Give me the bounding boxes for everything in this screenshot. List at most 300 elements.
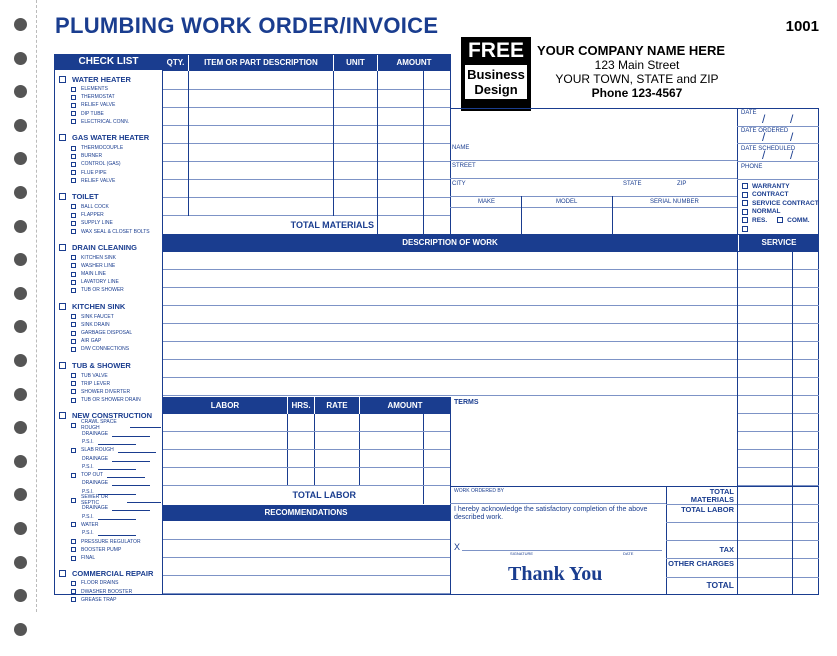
terms-label: TERMS	[454, 399, 479, 406]
service-row-line	[738, 431, 819, 432]
checkbox[interactable]	[742, 209, 748, 215]
materials-row-line	[163, 89, 450, 90]
checkbox[interactable]	[71, 146, 76, 151]
labor-row-line	[163, 431, 450, 432]
service-type-label: CONTRACT	[752, 191, 789, 199]
tax-label: TAX	[719, 545, 734, 554]
checkbox[interactable]	[71, 331, 76, 336]
section-label: TUB & SHOWER	[72, 361, 131, 370]
checklist-item	[59, 454, 161, 462]
checklist-item	[59, 372, 161, 380]
logo-business: Business	[467, 67, 525, 82]
invoice-number: 1001	[785, 18, 819, 35]
item-label: SINK FAUCET	[81, 313, 114, 320]
punch-hole	[14, 455, 27, 468]
punch-hole	[14, 220, 27, 233]
checkbox[interactable]	[71, 322, 76, 327]
labor-row-line	[163, 467, 450, 468]
item-label: SLAB ROUGH	[81, 447, 114, 454]
punch-hole	[14, 85, 27, 98]
checklist-item	[59, 321, 161, 329]
acknowledgement-text: I hereby acknowledge the satisfactory completion of the above described work.	[454, 506, 648, 521]
checklist-item	[59, 396, 161, 404]
checklist-item	[59, 270, 161, 278]
phone-line	[737, 179, 819, 180]
name-label: NAME	[452, 145, 470, 151]
checklist-item	[59, 160, 161, 168]
checkbox[interactable]	[71, 398, 76, 403]
item-label: TUB OR SHOWER	[81, 287, 124, 294]
service-type-row	[742, 191, 820, 200]
recommendation-line	[163, 557, 450, 558]
perforation-line	[36, 0, 37, 612]
checkbox[interactable]	[59, 303, 66, 310]
company-info	[537, 43, 737, 100]
checkbox[interactable]	[71, 204, 76, 209]
checkbox[interactable]	[742, 183, 748, 189]
checklist-item	[59, 438, 161, 446]
checklist-item	[59, 101, 161, 109]
checkbox[interactable]	[71, 448, 76, 453]
item-label: RELIEF VALVE	[81, 177, 116, 184]
checklist-item	[59, 513, 161, 521]
fill-line	[98, 439, 136, 445]
recommendation-line	[163, 539, 450, 540]
total-labor-label: TOTAL LABOR	[292, 490, 356, 500]
rate-col-line	[359, 414, 360, 486]
service-cents-line	[792, 251, 793, 486]
checkbox[interactable]	[71, 498, 76, 503]
service-type-row	[742, 182, 820, 191]
checkbox[interactable]	[71, 229, 76, 234]
item-label: WAX SEAL & CLOSET BOLTS	[81, 228, 150, 235]
checklist-item	[59, 219, 161, 227]
service-type-label: WARRANTY	[752, 182, 790, 190]
checklist-item	[59, 521, 161, 529]
totals-cents-line	[792, 486, 793, 595]
checklist-item	[59, 169, 161, 177]
checklist-item	[59, 596, 161, 604]
checkbox[interactable]	[71, 347, 76, 352]
checklist-item	[59, 471, 161, 479]
checkbox[interactable]	[71, 522, 76, 527]
item-label: RELIEF VALVE	[81, 102, 116, 109]
page-title: PLUMBING WORK ORDER/INVOICE	[55, 13, 439, 38]
section-label: NEW CONSTRUCTION	[72, 410, 152, 420]
checklist-item	[59, 85, 161, 93]
checklist-section	[59, 191, 161, 203]
materials-table	[162, 54, 451, 235]
item-label: FLOOR DRAINS	[81, 580, 119, 587]
work-row-line	[163, 395, 819, 396]
checklist-item	[59, 419, 161, 432]
section-label: WATER HEATER	[72, 74, 131, 84]
item-label: SUPPLY LINE	[81, 220, 113, 227]
logo-design: Design	[474, 82, 518, 97]
punch-hole	[14, 253, 27, 266]
checklist-section	[59, 132, 161, 144]
state-label: STATE	[623, 181, 642, 187]
service-type-label: SERVICE CONTRACT	[752, 199, 819, 207]
checkbox[interactable]	[71, 556, 76, 561]
item-label: ELEMENTS	[81, 86, 108, 93]
checkbox[interactable]	[742, 226, 748, 232]
item-label: FLAPPER	[81, 212, 104, 219]
item-label: THERMOCOUPLE	[81, 145, 124, 152]
date-scheduled-line	[737, 161, 819, 162]
checklist-item	[59, 546, 161, 554]
item-label: ELECTRICAL CONN.	[81, 118, 130, 125]
make-label: MAKE	[478, 199, 496, 205]
checkbox[interactable]	[71, 154, 76, 159]
work-ordered-by-label: WORK ORDERED BY	[454, 488, 505, 494]
section-label: COMMERCIAL REPAIR	[72, 568, 154, 578]
rate-header: RATE	[315, 397, 359, 414]
punch-hole	[14, 320, 27, 333]
item-label: P.S.I.	[82, 438, 94, 445]
checklist-item	[59, 93, 161, 101]
totals-value-line	[737, 486, 738, 595]
signature-date-label: DATE	[623, 551, 634, 556]
item-label: SHOWER DIVERTER	[81, 388, 131, 395]
checklist-item	[59, 118, 161, 126]
service-type-label: NORMAL	[752, 208, 781, 216]
company-phone: Phone 123-4567	[591, 86, 683, 100]
checkbox[interactable]	[71, 213, 76, 218]
checkbox[interactable]	[71, 339, 76, 344]
checklist-section	[59, 242, 161, 254]
company-street: 123 Main Street	[594, 58, 680, 72]
punch-hole	[14, 488, 27, 501]
checklist-item	[59, 587, 161, 595]
service-type-label: RES.	[752, 216, 768, 224]
item-label: P.S.I.	[82, 513, 94, 520]
service-type-label: COMM.	[787, 216, 810, 224]
checklist-section	[59, 73, 161, 85]
serial-label: SERIAL NUMBER	[650, 199, 699, 205]
item-label: SEWER OR SEPTIC	[81, 494, 109, 507]
checklist-item	[59, 262, 161, 270]
model-divider	[612, 196, 613, 235]
checkbox[interactable]	[59, 134, 66, 141]
item-label: MAIN LINE	[81, 271, 107, 278]
checkbox[interactable]	[71, 389, 76, 394]
checkbox[interactable]	[59, 570, 66, 577]
item-label: DRAINAGE	[82, 455, 109, 462]
punch-hole	[14, 119, 27, 132]
checklist-item	[59, 211, 161, 219]
checklist-item	[59, 286, 161, 294]
work-row-line	[163, 287, 819, 288]
checklist-item	[59, 227, 161, 235]
item-label: FINAL	[81, 555, 96, 562]
checklist-item	[59, 337, 161, 345]
checkbox[interactable]	[71, 597, 76, 602]
item-label: WATER	[81, 521, 99, 528]
work-row-line	[163, 377, 819, 378]
checkbox[interactable]	[59, 412, 66, 419]
fill-line	[98, 464, 136, 470]
signature-label: SIGNATURE	[510, 551, 534, 556]
fill-line	[112, 505, 150, 511]
totals-line-2	[666, 522, 819, 523]
checklist-item	[59, 254, 161, 262]
checkbox[interactable]	[71, 221, 76, 226]
checkbox[interactable]	[71, 170, 76, 175]
desc-col-line	[333, 71, 334, 216]
company-city: YOUR TOWN, STATE and ZIP	[555, 72, 719, 86]
checkbox[interactable]	[71, 255, 76, 260]
labor-right-border	[450, 397, 451, 595]
labor-col-line	[287, 414, 288, 486]
logo-free: FREE	[467, 39, 524, 62]
item-label: GREASE TRAP	[81, 596, 117, 603]
signature-x: X	[454, 542, 461, 552]
service-type-row	[742, 225, 820, 234]
checkbox[interactable]	[71, 280, 76, 285]
section-label: GAS WATER HEATER	[72, 133, 150, 143]
item-label: KITCHEN SINK	[81, 254, 117, 261]
checkbox[interactable]	[71, 272, 76, 277]
phone-label: PHONE	[741, 164, 763, 170]
recommendation-line	[163, 575, 450, 576]
item-label: TOP OUT	[81, 472, 104, 479]
checkbox[interactable]	[71, 162, 76, 167]
work-area	[162, 251, 819, 595]
checklist-item	[59, 144, 161, 152]
checkbox[interactable]	[59, 193, 66, 200]
checkbox[interactable]	[71, 87, 76, 92]
terms-bottom	[450, 486, 819, 487]
punch-hole	[14, 354, 27, 367]
item-label: BOOSTER PUMP	[81, 546, 122, 553]
item-label: SINK DRAIN	[81, 321, 110, 328]
item-label: DRAINAGE	[82, 430, 109, 437]
service-col-line	[737, 251, 738, 486]
punch-hole	[14, 287, 27, 300]
section-label: KITCHEN SINK	[72, 302, 126, 312]
fill-line	[98, 514, 136, 520]
punch-hole	[14, 152, 27, 165]
checkbox[interactable]	[71, 288, 76, 293]
checkbox[interactable]	[777, 217, 783, 223]
checkbox[interactable]	[71, 381, 76, 386]
checklist-item	[59, 537, 161, 545]
checkbox[interactable]	[71, 95, 76, 100]
total-materials-label: TOTAL MATERIALS	[290, 220, 374, 230]
totals-line-3	[666, 540, 819, 541]
checklist-item	[59, 203, 161, 211]
section-label: DRAIN CLEANING	[72, 243, 137, 253]
checklist-item	[59, 380, 161, 388]
service-type-row	[742, 216, 820, 225]
checkbox[interactable]	[71, 178, 76, 183]
checkbox[interactable]	[742, 200, 748, 206]
fill-line	[107, 472, 145, 478]
item-label: TUB OR SHOWER DRAIN	[81, 397, 141, 404]
checklist-item	[59, 388, 161, 396]
item-label: FLUE PIPE	[81, 169, 107, 176]
street-line	[450, 178, 737, 179]
totals-materials-label: TOTAL MATERIALS	[690, 487, 734, 504]
service-header: SERVICE	[739, 235, 819, 251]
total-label: TOTAL	[706, 580, 734, 590]
labor-amount-header: AMOUNT	[360, 397, 450, 414]
fill-line	[118, 447, 156, 453]
item-label: BALL COCK	[81, 203, 109, 210]
checkbox[interactable]	[71, 539, 76, 544]
checklist-item	[59, 345, 161, 353]
recommendation-line	[163, 593, 450, 594]
materials-row-line	[163, 143, 450, 144]
punch-holes	[14, 18, 28, 656]
materials-row-line	[163, 161, 450, 162]
fill-line	[112, 431, 150, 437]
date-ordered-line	[737, 143, 819, 144]
company-name: YOUR COMPANY NAME HERE	[537, 43, 726, 58]
punch-hole	[14, 186, 27, 199]
checkbox[interactable]	[742, 192, 748, 198]
unit-header: UNIT	[334, 54, 377, 71]
checkbox[interactable]	[71, 423, 76, 428]
punch-hole	[14, 421, 27, 434]
zip-label: ZIP	[677, 181, 687, 187]
work-row-line	[163, 341, 819, 342]
labor-cents-line	[423, 414, 424, 504]
item-label: DIP TUBE	[81, 110, 104, 117]
name-line	[450, 160, 737, 161]
checkbox[interactable]	[59, 76, 66, 83]
date-label: DATE	[741, 110, 757, 116]
item-label: PRESSURE REGULATOR	[81, 538, 141, 545]
punch-hole	[14, 52, 27, 65]
section-label: TOILET	[72, 192, 99, 202]
checkbox[interactable]	[71, 373, 76, 378]
date-ordered-label: DATE ORDERED	[741, 128, 789, 134]
amount-header: AMOUNT	[378, 54, 450, 71]
labor-row-line	[163, 485, 450, 486]
item-label: AIR GAP	[81, 338, 102, 345]
checklist-item	[59, 479, 161, 487]
checklist-section	[59, 567, 161, 579]
checklist	[59, 73, 161, 604]
thank-you: Thank You	[508, 563, 603, 585]
service-row-line	[738, 467, 819, 468]
item-label: CONTROL (GAS)	[81, 161, 121, 168]
punch-hole	[14, 589, 27, 602]
checkbox[interactable]	[71, 589, 76, 594]
item-label: P.S.I.	[82, 463, 94, 470]
cents-col-line	[423, 71, 424, 234]
checklist-section	[59, 301, 161, 313]
checklist-item	[59, 152, 161, 160]
description-of-work-header: DESCRIPTION OF WORK	[162, 235, 738, 251]
totals-line-5	[666, 577, 819, 578]
date-line	[737, 126, 819, 127]
service-row-line	[738, 413, 819, 414]
unit-col-line	[377, 71, 378, 234]
qty-col-line	[188, 71, 189, 216]
checklist-item	[59, 110, 161, 118]
fill-line	[98, 530, 136, 536]
item-label: TRIP LEVER	[81, 380, 111, 387]
item-label: LAVATORY LINE	[81, 279, 119, 286]
checklist-header: CHECK LIST	[54, 54, 163, 70]
punch-hole	[14, 522, 27, 535]
make-line	[450, 207, 737, 208]
desc-header: ITEM OR PART DESCRIPTION	[189, 54, 333, 71]
checkbox[interactable]	[71, 119, 76, 124]
checkbox[interactable]	[71, 473, 76, 478]
checkbox[interactable]	[59, 362, 66, 369]
checkbox[interactable]	[71, 263, 76, 268]
hrs-header: HRS.	[288, 397, 314, 414]
checklist-item	[59, 313, 161, 321]
item-label: CRAWL SPACE ROUGH	[81, 419, 117, 432]
work-row-line	[163, 305, 819, 306]
materials-row-line	[163, 197, 450, 198]
punch-hole	[14, 18, 27, 31]
item-label: DWASHER BOOSTER	[81, 588, 133, 595]
labor-row-line	[163, 449, 450, 450]
fill-line	[112, 480, 150, 486]
totals-labor-label: TOTAL LABOR	[681, 505, 734, 514]
city-label: CITY	[452, 181, 466, 187]
checkbox[interactable]	[71, 581, 76, 586]
punch-hole	[14, 623, 27, 636]
work-row-line	[163, 359, 819, 360]
service-type-row	[742, 199, 820, 208]
ordered-by-line	[450, 503, 666, 504]
checkbox[interactable]	[742, 217, 748, 223]
logo-business-design	[465, 65, 527, 99]
hrs-col-line	[314, 414, 315, 486]
checklist-item	[59, 329, 161, 337]
company-logo	[461, 37, 531, 111]
checklist-item	[59, 579, 161, 587]
item-label: TUB VALVE	[81, 372, 108, 379]
checkbox[interactable]	[71, 547, 76, 552]
checkbox[interactable]	[71, 111, 76, 116]
service-row-line	[738, 449, 819, 450]
item-label: BURNER	[81, 153, 103, 160]
model-label: MODEL	[556, 199, 578, 205]
date-scheduled-label: DATE SCHEDULED	[741, 146, 796, 152]
item-label: P.S.I.	[82, 530, 94, 537]
checklist-item	[59, 177, 161, 185]
checkbox[interactable]	[71, 103, 76, 108]
street-label: STREET	[452, 163, 476, 169]
checkbox[interactable]	[59, 244, 66, 251]
materials-row-line	[163, 107, 450, 108]
qty-header: QTY.	[163, 54, 188, 71]
labor-header: LABOR	[163, 397, 287, 414]
punch-hole	[14, 556, 27, 569]
work-row-line	[163, 269, 819, 270]
checklist-item	[59, 494, 161, 507]
checkbox[interactable]	[71, 314, 76, 319]
fill-line	[130, 422, 161, 428]
item-label: D/W CONNECTIONS	[81, 346, 130, 353]
materials-row-line	[163, 125, 450, 126]
item-label: THERMOSTAT	[81, 94, 115, 101]
item-label: P.S.I.	[82, 488, 94, 495]
materials-row-line	[163, 215, 450, 216]
make-divider	[521, 196, 522, 235]
item-label: WASHER LINE	[81, 262, 116, 269]
fill-line	[112, 456, 150, 462]
checklist-section	[59, 360, 161, 372]
